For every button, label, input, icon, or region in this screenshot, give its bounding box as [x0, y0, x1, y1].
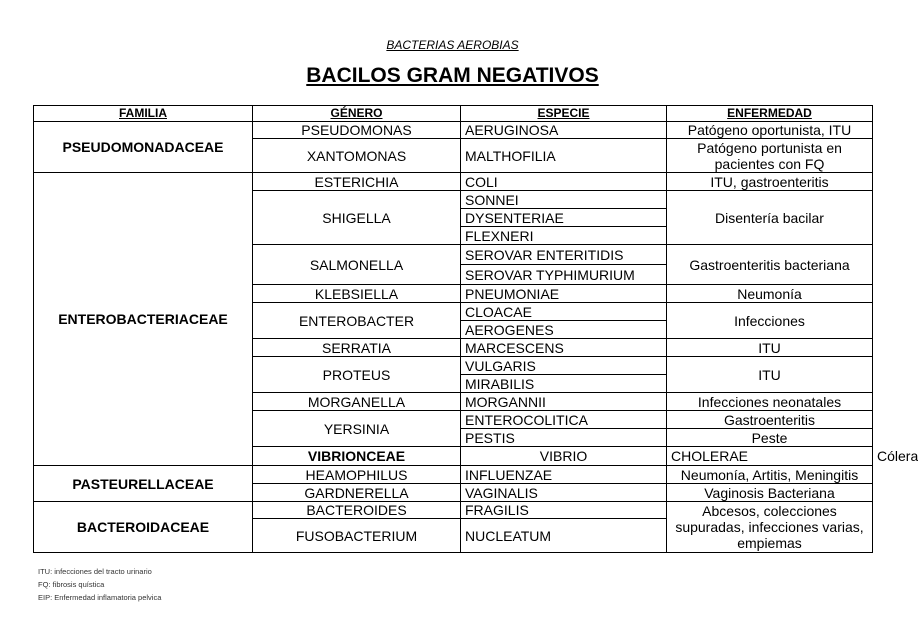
disease-klebsiella: Neumonía [667, 285, 873, 303]
species-dysenteriae: DYSENTERIAE [461, 209, 667, 227]
species-serovar-typhimurium: SEROVAR TYPHIMURIUM [461, 265, 667, 285]
table-row [34, 466, 873, 484]
document-subtitle: BACTERIAS AEROBIAS [386, 38, 519, 52]
family-bacteroidaceae: BACTEROIDACEAE [34, 502, 253, 553]
species-sonnei: SONNEI [461, 191, 667, 209]
disease-morganella: Infecciones neonatales [667, 393, 873, 411]
disease-gardnerella: Vaginosis Bacteriana [667, 484, 873, 502]
genus-heamophilus: HEAMOPHILUS [253, 466, 461, 484]
disease-enterobacter: Infecciones [667, 303, 873, 339]
disease-serratia: ITU [667, 339, 873, 357]
species-nucleatum: NUCLEATUM [461, 519, 667, 553]
species-malthofilia: MALTHOFILIA [461, 139, 667, 173]
species-influenzae: INFLUENZAE [461, 466, 667, 484]
bacteria-table [33, 105, 918, 553]
species-marcescens: MARCESCENS [461, 339, 667, 357]
genus-xantomonas: XANTOMONAS [253, 139, 461, 173]
species-aerogenes: AEROGENES [461, 321, 667, 339]
disease-pseudomonas: Patógeno oportunista, ITU [667, 122, 873, 139]
species-vaginalis: VAGINALIS [461, 484, 667, 502]
document-title: BACILOS GRAM NEGATIVOS [306, 64, 599, 87]
species-vulgaris: VULGARIS [461, 357, 667, 375]
species-serovar-enteritidis: SEROVAR ENTERITIDIS [461, 245, 667, 265]
species-enterocolitica: ENTEROCOLITICA [461, 411, 667, 429]
species-aeruginosa: AERUGINOSA [461, 122, 667, 139]
table-row [34, 173, 873, 191]
species-morgannii: MORGANNII [461, 393, 667, 411]
footnotes [38, 565, 161, 604]
species-flexneri: FLEXNERI [461, 227, 667, 245]
species-fragilis: FRAGILIS [461, 502, 667, 519]
disease-enterocolitica: Gastroenteritis [667, 411, 873, 429]
genus-pseudomonas: PSEUDOMONAS [253, 122, 461, 139]
genus-serratia: SERRATIA [253, 339, 461, 357]
genus-salmonella: SALMONELLA [253, 245, 461, 285]
genus-proteus: PROTEUS [253, 357, 461, 393]
genus-yersinia: YERSINIA [253, 411, 461, 447]
disease-esterichia: ITU, gastroenteritis [667, 173, 873, 191]
genus-gardnerella: GARDNERELLA [253, 484, 461, 502]
disease-proteus: ITU [667, 357, 873, 393]
disease-pestis: Peste [667, 429, 873, 447]
note-eip: EIP: Enfermedad inflamatoria pelvica [38, 593, 162, 602]
genus-bacteroides: BACTEROIDES [253, 502, 461, 519]
disease-xantomonas: Patógeno portunista en pacientes con FQ [667, 139, 873, 173]
genus-enterobacter: ENTEROBACTER [253, 303, 461, 339]
species-mirabilis: MIRABILIS [461, 375, 667, 393]
header-genero: GÉNERO [253, 106, 461, 122]
genus-morganella: MORGANELLA [253, 393, 461, 411]
family-pseudomonadaceae: PSEUDOMONADACEAE [34, 122, 253, 173]
genus-vibrio: VIBRIO [461, 447, 667, 466]
species-pestis: PESTIS [461, 429, 667, 447]
species-cholerae: CHOLERAE [667, 447, 873, 466]
note-fq: FQ: fibrosis quística [38, 580, 105, 589]
disease-heamophilus: Neumonía, Artitis, Meningitis [667, 466, 873, 484]
table-header-row [34, 106, 873, 122]
disease-shigella: Disentería bacilar [667, 191, 873, 245]
genus-klebsiella: KLEBSIELLA [253, 285, 461, 303]
genus-shigella: SHIGELLA [253, 191, 461, 245]
species-coli: COLI [461, 173, 667, 191]
family-vibrionceae: VIBRIONCEAE [253, 447, 461, 466]
species-pneumoniae: PNEUMONIAE [461, 285, 667, 303]
table-row [34, 122, 873, 139]
genus-esterichia: ESTERICHIA [253, 173, 461, 191]
header-familia: FAMILIA [34, 106, 253, 122]
family-enterobacteriaceae: ENTEROBACTERIACEAE [34, 173, 253, 466]
family-pasteurellaceae: PASTEURELLACEAE [34, 466, 253, 502]
species-cloacae: CLOACAE [461, 303, 667, 321]
table-row: VIBRIONCEAE VIBRIO CHOLERAE Cólera [34, 447, 873, 466]
header-especie: ESPECIE [461, 106, 667, 122]
disease-bacteroidaceae: Abcesos, colecciones supuradas, infecciones varias, empiemas [667, 502, 873, 553]
note-itu: ITU: infecciones del tracto urinario [38, 567, 152, 576]
header-enfermedad: ENFERMEDAD [667, 106, 873, 122]
genus-fusobacterium: FUSOBACTERIUM [253, 519, 461, 553]
disease-salmonella: Gastroenteritis bacteriana [667, 245, 873, 285]
table-row [34, 502, 873, 519]
